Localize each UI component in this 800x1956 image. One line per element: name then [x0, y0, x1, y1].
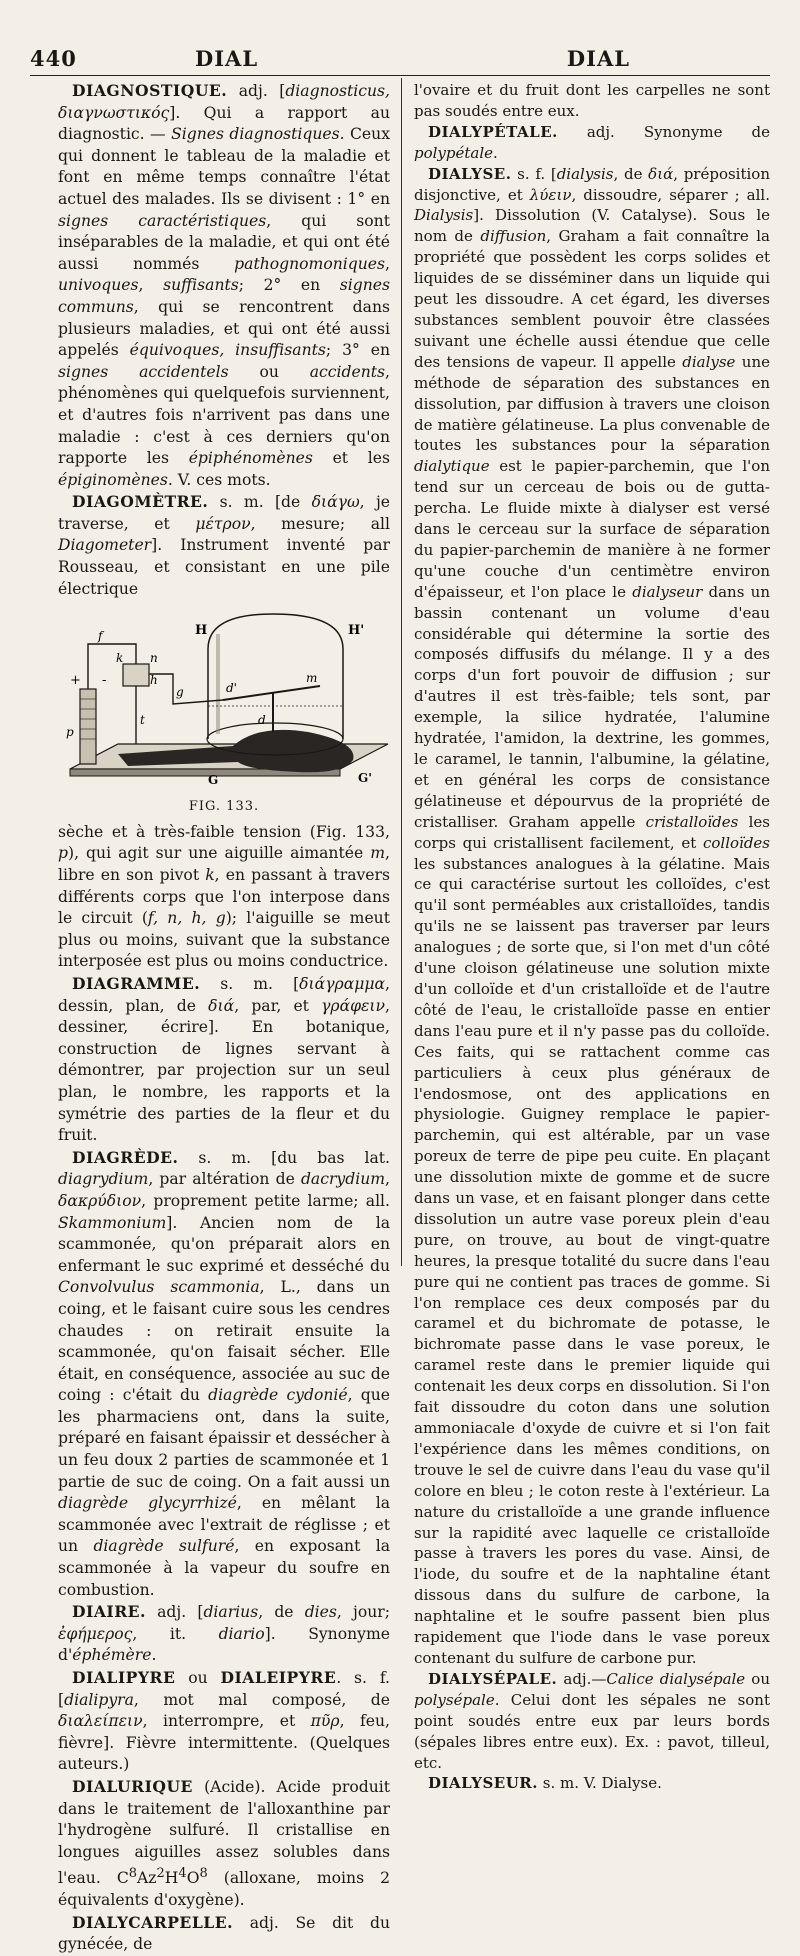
wire-to-needle	[149, 674, 223, 704]
entry-italic: polypétale	[414, 143, 494, 162]
entry-text: (Acide). Acide produit dans le traitement de l'alloxanthine par l'hydrogène sulfuré. Il cristallise en longues aiguilles assez solubles dans l'eau. C	[58, 1777, 390, 1888]
entry-text: ,	[385, 254, 390, 273]
entry-text: , qui sont inséparables de la maladie, et qui ont été aussi nommés	[58, 211, 390, 273]
diagometer-figure	[58, 604, 390, 794]
entry-italic: diagrède cydonié	[208, 1386, 348, 1405]
entry-italic: δακρύδιον	[58, 1191, 142, 1210]
entry-text: ,	[385, 1170, 390, 1189]
entry-italic: épiphénomènes	[188, 449, 313, 468]
left-column	[58, 80, 390, 1956]
entry-italic: Dialysis	[414, 206, 474, 225]
entry-text: adj. [	[145, 1603, 204, 1622]
diagometer-illustration	[58, 604, 390, 794]
entry-text: , Graham a fait connaître la propriété que possèdent les corps solides et liquides de se disséminer dans un liquide qui peut les dissoudre. A cet égard, les diverses substances semblent pouvoir être classées suivant une échelle aussi étendue que celle des tensions de vapeur. Il appelle	[414, 227, 770, 371]
entry-italic: dialytique	[414, 457, 490, 476]
entry-text: et les	[312, 449, 390, 468]
entry-text: s. m. [de	[208, 493, 312, 512]
entry-italic: diarius	[203, 1603, 259, 1622]
entry-diagnostique	[58, 80, 390, 491]
entry-italic: diario	[218, 1624, 265, 1643]
entry-text: , dessiner, écrire]. En botanique, construction de lignes servant à démontrer, par projection sur un seul plan, le nombre, les rapports et la symétrie des parties de la fleur et du fruit.	[58, 996, 390, 1145]
entry-text: O	[186, 1869, 200, 1888]
formula-superscript: 8	[199, 1866, 208, 1882]
entry-italic: dialyse	[682, 352, 736, 371]
entry-text: , jour;	[336, 1603, 390, 1622]
entry-italic: dialysis	[556, 164, 614, 183]
label-d: d	[258, 713, 266, 728]
entry-italic: Calice dialysépale	[606, 1669, 746, 1688]
entry-italic: λύειν	[529, 185, 572, 204]
entry-text: ou	[228, 362, 310, 381]
left-running-head: DIAL	[195, 46, 259, 71]
entry-text: adj. Synonyme de	[557, 122, 770, 141]
entry-text: adj.—	[557, 1669, 607, 1688]
entry-text: , en mêlant la scammonée avec l'extrait de réglisse ; et un	[58, 1494, 390, 1556]
entry-text: , phénomènes qui quelquefois surviennent, et d'autres fois n'arrivent pas dans une maladie : c'est à ces derniers qu'on rapporte les	[58, 362, 390, 468]
label-p: p	[66, 725, 74, 740]
entry-text: ), qui agit sur une aiguille aimantée	[67, 844, 371, 863]
entry-text: ; 2° en	[238, 276, 340, 295]
entry-text: . Celui dont les sépales ne sont point soudés entre eux par leurs bords (sépales libres entre eux). Ex. : pavot, tilleul, etc.	[414, 1690, 770, 1772]
running-header	[30, 46, 770, 72]
entry-diagrede	[58, 1147, 390, 1601]
label-f: f	[98, 629, 103, 644]
headword: DIAIRE.	[72, 1602, 146, 1622]
entry-italic: διάγω	[311, 493, 360, 512]
dry-pile	[80, 689, 96, 764]
entry-text: , libre en son pivot	[58, 844, 390, 885]
entry-italic: diagnosticus, διαγνωστικός	[58, 82, 390, 122]
entry-italic: diffusion	[480, 227, 547, 246]
test-vessel	[123, 664, 149, 686]
entry-text: ]. Qui a rapport au diagnostic. —	[58, 103, 390, 144]
entry-italic: k	[205, 866, 215, 885]
entry-text: dans un bassin contenant un volume d'eau considérable qui détermine la sortie des composés diffusifs du mélange. Il y a des corps d'un fort pouvoir de diffusion ; sur d'autres il est très-faible; tels sont, par exemple, la silice hydratée, l'alumine hydratée, l'amidon, la dextrine, les gommes, le caramel, le tannin, l'albumine, la gélatine, et en général les corps de consistance gélatineuse et dépourvus de la propriété de cristalliser. Graham appelle	[414, 582, 770, 831]
entry-text: H	[164, 1869, 179, 1888]
entry-text: ; 3° en	[325, 341, 390, 360]
entry-text: , mot mal composé, de	[133, 1690, 390, 1709]
entry-diagramme	[58, 973, 390, 1147]
entry-italic: διάγραμμα	[299, 975, 386, 993]
entry-text: sèche et à très-faible tension (Fig. 133,	[58, 822, 390, 841]
entry-text: les corps qui cristallisent facilement, et	[414, 812, 770, 852]
entry-diagometre	[58, 491, 390, 600]
label-d-prime: d'	[226, 681, 237, 696]
entry-text: , préposition disjonctive, et	[414, 164, 770, 204]
entry-text: , dissoudre, séparer ; all.	[571, 185, 770, 204]
entry-text: les substances analogues à la gélatine. Mais ce qui caractérise surtout les colloïdes, c'est qu'il sont perméables aux cristalloïdes, tandis qu'ils ne se laissent pas traverser par leurs analogues ; de sorte que, si l'on met d'un côté d'une cloison gélatineuse une solution mixte d'un colloïde et d'un cristalloïde et de l'autre côté de l'eau, le cristalloïde passe en entier dans l'eau pure et il n'y passe pas du colloïde. Ces faits, qui se rattachent comme cas particuliers à ceux plus généraux de l'endosmose, ont des applications en physiologie. Guigney remplace le papier-parchemin, qui est altérable, par un vase poreux de terre de pipe peu cuite. En plaçant une dissolution mixte de gomme et de sucre dans un vase, et en faisant plonger dans cette dissolution un autre vase poreux plein d'eau pure, on trouve, au bout de vingt-quatre heures, la presque totalité du sucre dans l'eau pure qui ne contient pas traces de gomme. Si l'on remplace ces deux composés par du caramel et du bichromate de potasse, le bichromate passe dans le vase poreux, le caramel reste dans le premier liquide qui contenait les deux corps en dissolution. Si l'on fait dissoudre du coton dans une solution ammoniacale d'oxyde de cuivre et si l'on fait l'expérience dans les mêmes conditions, on trouve le sel de cuivre dans l'eau du vase qu'il colore en bleu ; le coton reste à l'extérieur. La nature du cristalloïde a une grande influence sur la rapidité avec laquelle ce cristalloïde passe à travers les pores du vase. Ainsi, de l'iode, du soufre et de la naphtaline étant dissous dans du sulfure de carbone, la naphtaline et le soufre passent bien plus rapidement que l'iode dans le vase poreux contenant du sulfure de carbone pur.	[414, 854, 770, 1667]
entry-text: , en exposant la scammonée à la vapeur du soufre en combustion.	[58, 1537, 390, 1599]
entry-diagometre-continued	[58, 822, 390, 973]
headword: DIALYPÉTALE.	[428, 122, 558, 141]
entry-text: , en passant à travers différents corps que l'on interpose dans le circuit (	[58, 866, 390, 928]
entry-dialypetale	[414, 122, 770, 164]
entry-text: . V. ces mots.	[167, 470, 271, 489]
entry-dialyse	[414, 164, 770, 1669]
entry-italic: cristalloïdes	[645, 812, 739, 831]
headword: DIAGOMÈTRE.	[72, 492, 209, 512]
entry-text: s. f. [	[511, 164, 557, 183]
entry-text: , de	[613, 164, 649, 183]
column-divider	[401, 78, 402, 1266]
figure-caption: FIG. 133.	[188, 799, 260, 815]
entry-dialycarpelle	[58, 1912, 390, 1956]
entry-italic: suffisants	[163, 276, 239, 295]
entry-text: une méthode de séparation des substances en dissolution, par diffusion à travers une cloison de matière gélatineuse. La plus convenable de toutes les substances pour la séparation	[414, 352, 770, 455]
entry-text: ou	[175, 1669, 221, 1687]
label-H-prime: H'	[348, 623, 365, 639]
entry-text: Az	[137, 1869, 157, 1888]
entry-italic: dialyseur	[632, 582, 703, 601]
headword: DIALYSEUR.	[428, 1774, 538, 1793]
label-minus: -	[102, 673, 107, 689]
entry-text: , mesure; all	[250, 514, 391, 533]
entry-text: , interrompre, et	[142, 1712, 311, 1731]
entry-italic: διαλείπειν	[58, 1712, 143, 1731]
entry-italic: f, n, h, g	[147, 909, 226, 928]
label-h: h	[150, 673, 158, 688]
entry-text: Ceux qui donnent le tableau de la maladie et font en même temps connaître l'état actuel des malades. Ils se divisent : 1° en	[58, 125, 390, 208]
entry-italic: éphémère	[72, 1646, 152, 1665]
entry-text: ]. Instrument inventé par Rousseau, et consistant en une pile électrique	[58, 536, 390, 598]
entry-italic: Signes diagnostiques.	[171, 125, 345, 144]
label-g: g	[176, 685, 184, 700]
entry-text: ou	[745, 1669, 771, 1688]
entry-italic: diagrydium	[58, 1170, 149, 1189]
entry-text: ]. Synonyme d'	[58, 1624, 390, 1665]
entry-italic: signes communs	[58, 276, 390, 316]
entry-italic: ἐφήμερος	[58, 1624, 133, 1643]
entry-italic: Skammonium	[58, 1213, 167, 1232]
formula-superscript: 2	[156, 1866, 165, 1882]
formula-superscript: 8	[128, 1866, 138, 1882]
entry-text: , que les pharmaciens ont, dans la suite, préparé en faisant épaissir et dessécher à un feu doux 2 parties de scammonée et 1 partie de suc de coing. On a fait aussi un	[58, 1386, 390, 1491]
label-n: n	[150, 651, 158, 666]
entry-italic: dialipyra	[64, 1690, 134, 1709]
right-running-head: DIAL	[566, 46, 630, 71]
entry-dialurique	[58, 1776, 390, 1912]
label-G-prime: G'	[358, 771, 372, 786]
headword: DIAGNOSTIQUE.	[72, 81, 228, 100]
entry-italic: univoques	[58, 276, 139, 295]
entry-text: ); l'aiguille se meut plus ou moins, suivant que la substance interposée est plus ou moins conductrice.	[58, 909, 390, 971]
entry-text: ]. Dissolution (V. Catalyse). Sous le nom de	[414, 206, 770, 246]
entry-italic: Convolvulus scammonia	[58, 1278, 260, 1297]
entry-text: , de	[258, 1603, 305, 1622]
entry-italic: signes accidentels	[58, 362, 229, 381]
entry-text: ,	[138, 276, 164, 295]
entry-text: adj. [	[227, 82, 286, 100]
entry-italic: διά	[208, 996, 235, 1015]
label-m: m	[306, 671, 318, 686]
entry-text: , it.	[132, 1624, 219, 1643]
entry-italic: μέτρον	[195, 514, 251, 533]
label-t: t	[140, 713, 145, 728]
entry-italic: dies	[304, 1603, 337, 1622]
entry-text: .	[151, 1646, 157, 1665]
entry-text: adj. Se dit du gynécée, de	[58, 1913, 390, 1954]
label-k: k	[116, 651, 124, 666]
entry-text: , dessin, plan, de	[58, 975, 390, 1015]
formula-superscript: 4	[178, 1866, 187, 1882]
entry-italic: Diagometer	[58, 536, 152, 555]
headword: DIALYCARPELLE.	[72, 1912, 234, 1932]
entry-dialysepale	[414, 1669, 770, 1774]
page-number: 440	[30, 46, 77, 71]
label-G: G	[208, 773, 219, 788]
entry-italic: diagrède sulfuré	[93, 1537, 235, 1556]
entry-text: est le papier-parchemin, que l'on tend sur un cerceau de bois ou de gutta-percha. Le fluide mixte à dialyser est versé dans le cerceau sur la surface de séparation du papier-parchemin de manière à ne former qu'une couche d'un centimètre environ d'épaisseur, et l'on place le	[414, 457, 770, 601]
entry-text: (alloxane, moins 2 équivalents d'oxygène).	[58, 1869, 391, 1910]
entry-text: .	[493, 143, 498, 162]
magnetized-needle	[223, 686, 320, 700]
entry-italic: pathognomoniques	[234, 254, 386, 273]
entry-italic: diagrède glycyrrhizé	[58, 1494, 237, 1513]
entry-text: , par, et	[234, 996, 322, 1015]
entry-text: ]. Ancien nom de la scammonée, qu'on préparait alors en enfermant le suc exprimé et desséché du	[58, 1213, 390, 1275]
entry-dialipyre	[58, 1667, 390, 1776]
bell-jar	[208, 614, 343, 739]
entry-italic: polysépale	[414, 1690, 495, 1709]
headword: DIAGRAMME.	[72, 974, 201, 993]
entry-dialycarpelle-continued: l'ovaire et du fruit dont les carpelles ne sont pas soudés entre eux.	[414, 81, 770, 120]
label-H: H	[195, 623, 208, 639]
entry-dialyseur	[414, 1773, 770, 1794]
entry-text: , feu, fièvre]. Fièvre intermittente. (Quelques auteurs.)	[58, 1712, 390, 1774]
entry-italic: m	[370, 844, 386, 863]
entry-italic: πῦρ	[310, 1712, 340, 1731]
entry-text: s. m. [du bas lat.	[178, 1148, 390, 1167]
headword-variant: DIALEIPYRE	[220, 1668, 337, 1687]
entry-italic: épiginomènes	[58, 470, 168, 489]
headword: DIALURIQUE	[72, 1776, 193, 1796]
entry-italic: colloïdes	[702, 833, 770, 852]
entry-italic: équivoques, insuffisants	[129, 341, 326, 360]
entry-text: s. m. [	[200, 975, 300, 993]
entry-text: , par altération de	[148, 1170, 301, 1189]
headword: DIALYSE.	[428, 164, 512, 183]
header-rule	[30, 75, 770, 76]
entry-text: . s. f. [	[58, 1669, 390, 1709]
headword: DIALYSÉPALE.	[428, 1669, 558, 1688]
entry-italic: p	[58, 844, 68, 863]
entry-text: , L., dans un coing, et le faisant cuire sous les cendres chaudes : on retirait ensuite la scammonée, qu'on faisait sécher. Elle était, en conséquence, associée au suc de coing : c'était du	[58, 1278, 390, 1405]
entry-text: , je traverse, et	[58, 493, 391, 533]
label-plus: +	[70, 673, 81, 689]
entry-italic: διά	[648, 164, 674, 183]
entry-italic: γράφειν	[321, 996, 386, 1015]
entry-text: s. m. V. Dialyse.	[538, 1774, 662, 1793]
entry-text: , proprement petite larme; all.	[141, 1191, 390, 1210]
right-column	[414, 80, 770, 1794]
entry-italic: accidents	[309, 362, 386, 381]
entry-diaire	[58, 1601, 390, 1667]
entry-italic: dacrydium	[300, 1170, 386, 1189]
headword: DIAGRÈDE.	[72, 1147, 179, 1167]
entry-italic: signes caractéristiques	[58, 211, 267, 230]
entry-text: , qui se rencontrent dans plusieurs maladies, et qui ont été aussi appelés	[58, 297, 390, 360]
headword: DIALIPYRE	[72, 1668, 176, 1687]
